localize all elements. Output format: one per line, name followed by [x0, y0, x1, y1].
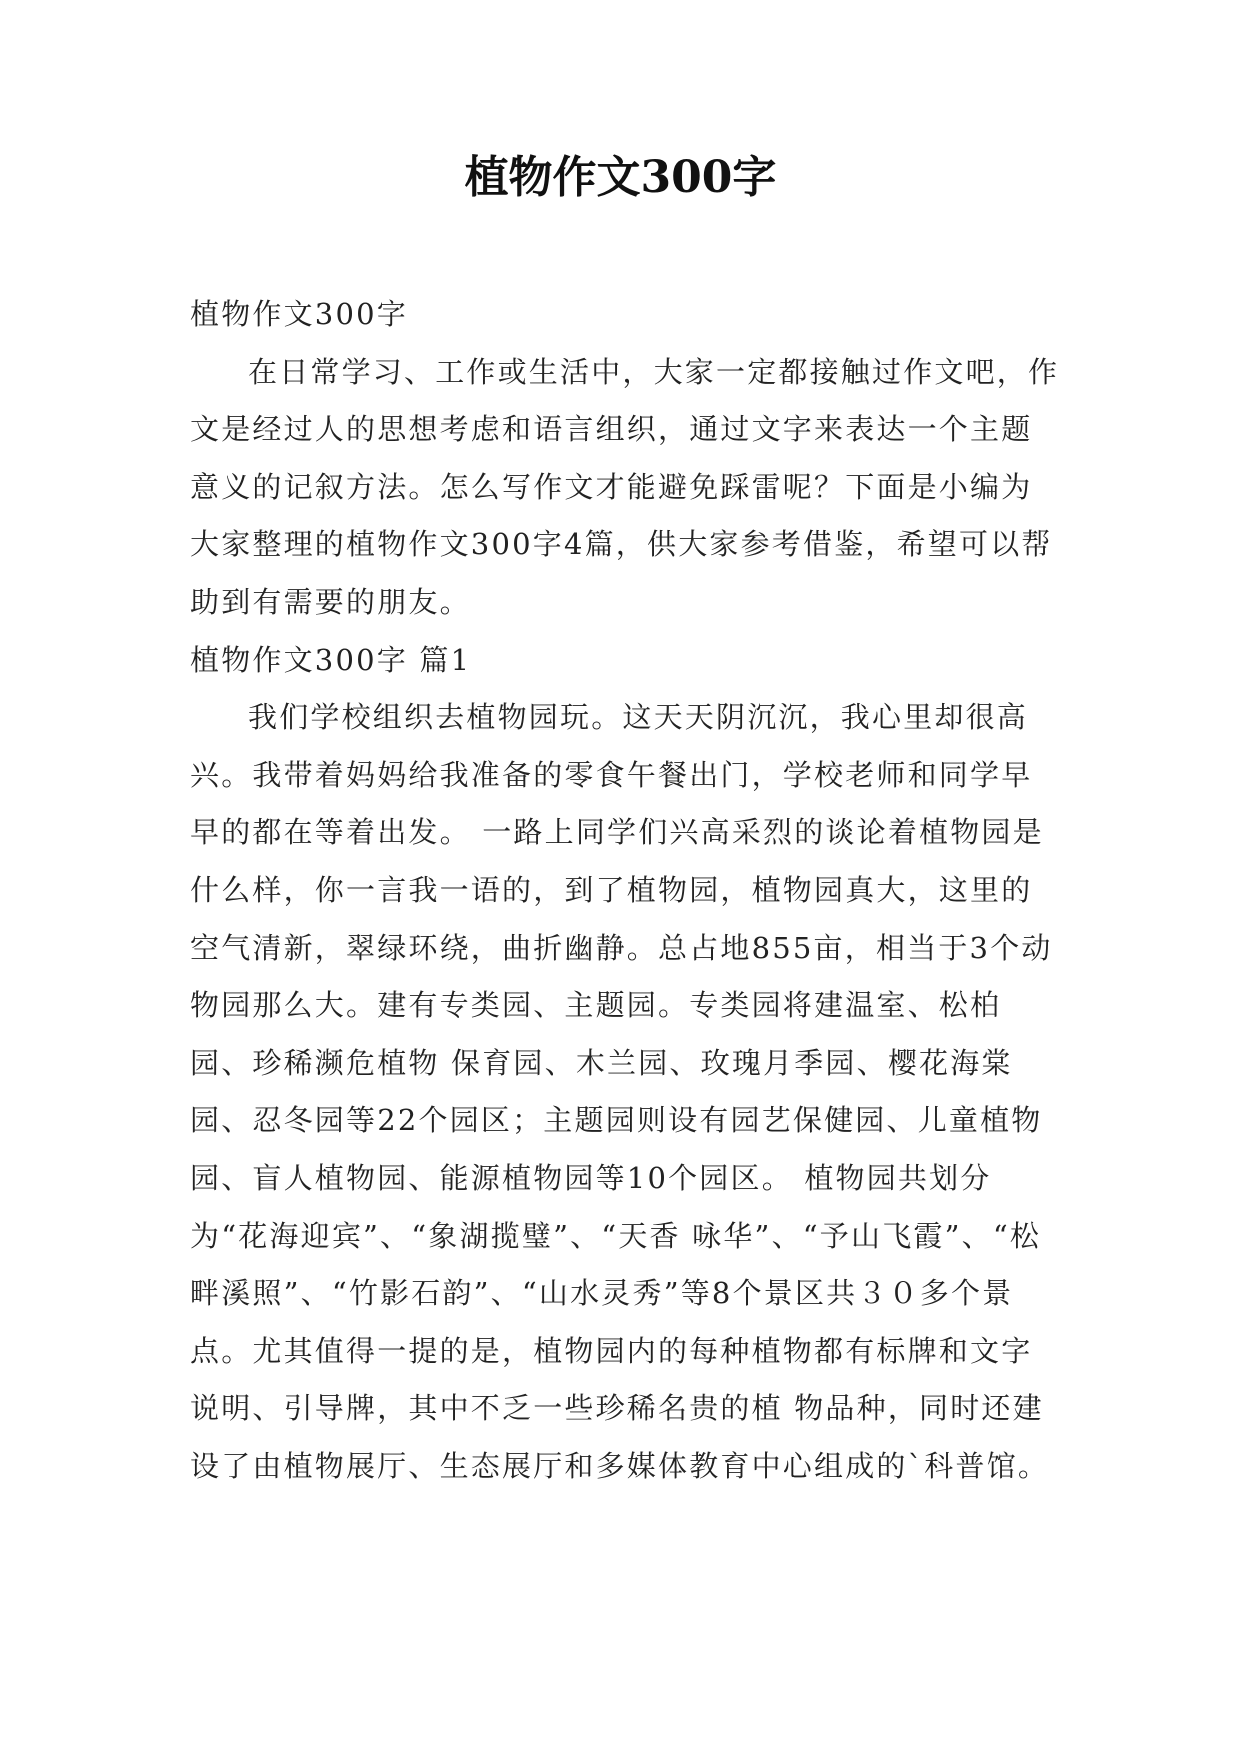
- document-subtitle: 植物作文300字: [190, 297, 408, 331]
- section-paragraph: 我们学校组织去植物园玩。这天天阴沉沉，我心里却很高兴。我带着妈妈给我准备的零食午餐出门，学校老师和同学早早的都在等着出发。 一路上同学们兴高采烈的谈论着植物园是 什么样，你一言我一语的，到了植物园，植物园真大，这里的空气清新，翠绿环绕，曲折幽静。总占地855亩，相当于3个动物园那么大。建有专类园、主题园。专类园将建温室、松柏园、珍稀濒危植物 保育园、木兰园、玫瑰月季园、樱花海棠园、忍冬园等22个园区；主题园则设有园艺保健园、儿童植物园、盲人植物园、能源植物园等10个园区。 植物园共划分为“花海迎宾”、“象湖揽璧”、“天香 咏华”、“予山飞霞”、“松畔溪照”、“竹影石韵”、“山水灵秀”等8个景区共３０多个景点。尤其值得一提的是，植物园内的每种植物都有标牌和文字说明、引导牌，其中不乏一些珍稀名贵的植 物品种，同时还建设了由植物展厅、生态展厅和多媒体教育中心组成的`科普馆。: [190, 700, 1053, 1483]
- document-title: 植物作文300字: [464, 152, 777, 203]
- intro-paragraph: 在日常学习、工作或生活中，大家一定都接触过作文吧，作文是经过人的思想考虑和语言组织，通过文字来表达一个主题意义的记叙方法。怎么写作文才能避免踩雷呢？下面是小编为大家整理的植物作文300字4篇，供大家参考借鉴，希望可以帮助到有需要的朋友。: [190, 354, 1060, 619]
- section-heading: 植物作文300字 篇1: [190, 642, 472, 677]
- document-body: [190, 286, 1060, 1495]
